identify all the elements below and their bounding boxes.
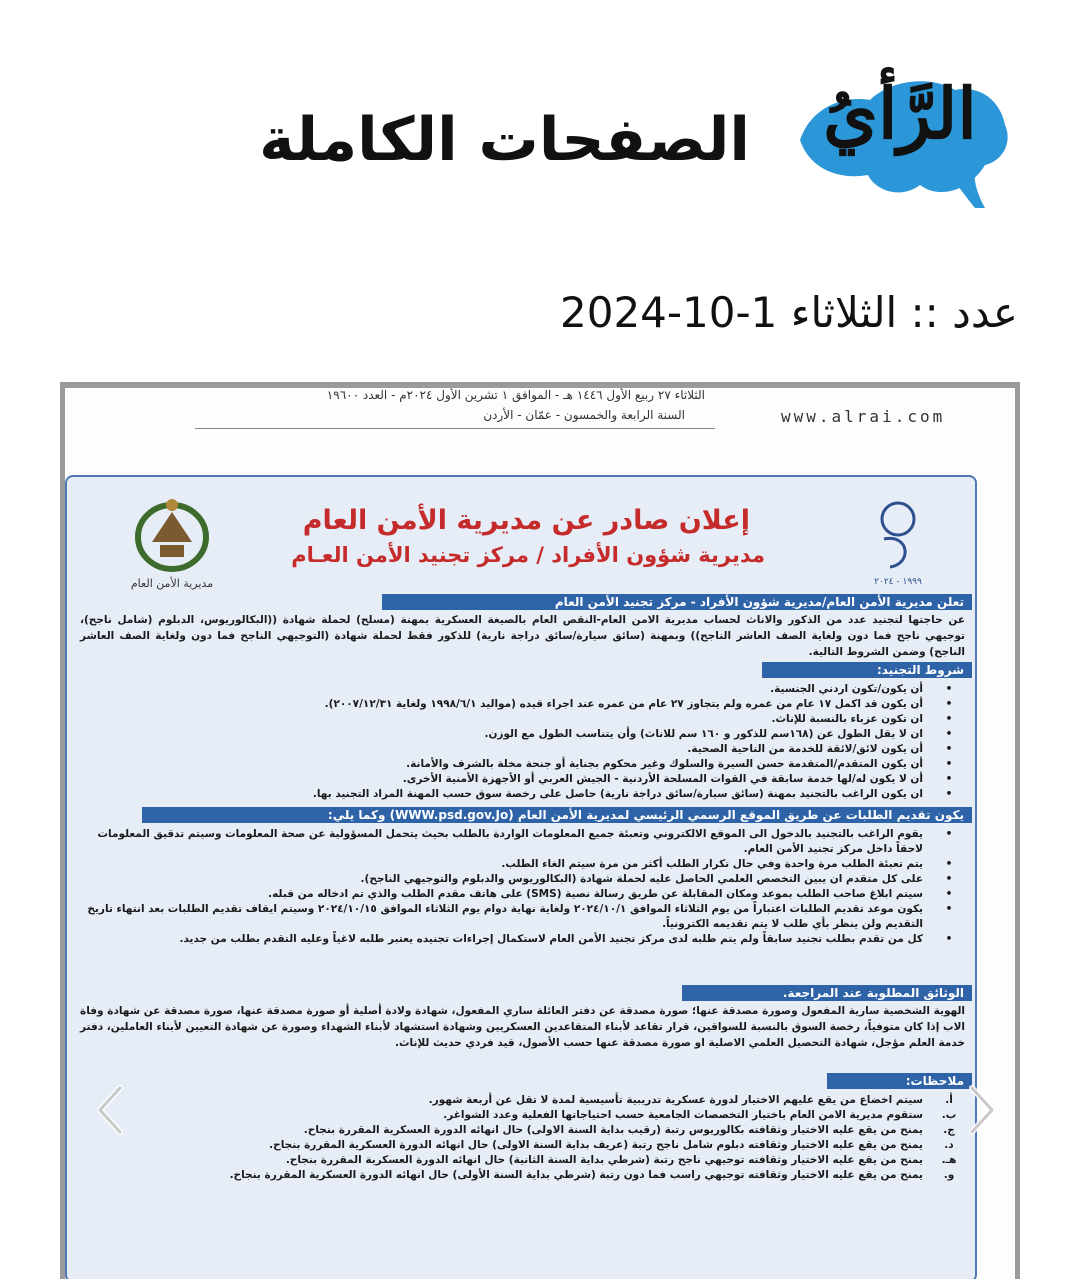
note-bullet: د.	[944, 1139, 954, 1151]
chevron-left-icon	[88, 1080, 132, 1140]
psd-emblem	[122, 487, 222, 592]
announcement-box	[65, 475, 977, 1279]
step-bullet: •	[945, 888, 953, 900]
conditions-list	[80, 682, 965, 802]
section-band-conditions: شروط التجنيد:	[762, 662, 972, 678]
condition-text: ان تكون عزباء بالنسبة للإناث.	[771, 713, 923, 725]
announcement-subtitle: مديرية شؤون الأفراد / مركز تجنيد الأمن العـام	[291, 543, 765, 567]
condition-item	[80, 697, 953, 712]
note-text: يمنح من يقع عليه الاختيار وثقافته توجيهي راسب فما دون رتبة (شرطي بداية السنة الأولى) حال انهائه الدورة العسكرية المقررة بنجاح.	[229, 1169, 923, 1181]
note-item	[80, 1153, 957, 1168]
condition-item	[80, 742, 953, 757]
condition-text: ان لا يقل الطول عن (١٦٨سم للذكور و ١٦٠ سم للاناث) وأن يتناسب الطول مع الوزن.	[484, 728, 923, 740]
condition-bullet: •	[945, 773, 953, 785]
alrai-logo	[780, 40, 1020, 210]
next-page-button[interactable]	[960, 1080, 1004, 1140]
documents-paragraph: الهوية الشخصية سارية المفعول وصورة مصدقة عنها؛ صورة مصدقة عن دفتر العائلة ساري المفعول، شهادة ولادة أصلية أو صورة مصدقة عنها، صورة مصدقة عن شهادة وفاة الاب إذا كان متوفياً، رخصة السوق بالنسبة للسواقين، قرار تقاعد لأبناء المتقاعدين العسكريين وشهادة استشهاد لأبناء الشهداء وصورة عن شهادة التعيين لأبناء العاملين، دفتر خدمة العلم مؤجل، شهادة التحصيل العلمي الاصلية او صورة مصدقة عنها حسب الأصول، قيد فردي حديث للإناث.	[80, 1005, 965, 1049]
note-item	[80, 1123, 955, 1138]
note-text: يمنح من يقع عليه الاختيار وثقافته توجيهي ناجح رتبة (شرطي بداية السنة الثانية) حال انهائه الدورة العسكرية المقررة بنجاح.	[285, 1154, 923, 1166]
condition-item	[80, 757, 953, 772]
step-text: على كل متقدم ان يبين التخصص العلمي الحاصل عليه لحملة شهادة (البكالوريوس والدبلوم والتوجيهي الناجح).	[360, 873, 923, 885]
step-item	[80, 827, 953, 857]
step-item	[80, 932, 953, 947]
section-band-intro: تعلن مديرية الأمن العام/مديرية شؤون الأفراد - مركز تجنيد الأمن العام	[382, 594, 972, 610]
condition-text: أن يكون قد اكمل ١٧ عام من عمره ولم يتجاوز ٢٧ عام من عمره عند اجراء قيده (مواليد ١٩٩٨/٦/١ ولغاية ٢٠٠٧/١٢/٣١).	[324, 698, 923, 710]
condition-bullet: •	[945, 728, 953, 740]
condition-bullet: •	[945, 683, 953, 695]
masthead-date: الثلاثاء ٢٧ ربيع الأول ١٤٤٦ هـ - الموافق ١ تشرين الأول ٢٠٢٤م - العدد ١٩٦٠٠	[326, 388, 705, 402]
newspaper-page	[65, 388, 1015, 1279]
page-viewer[interactable]	[60, 382, 1020, 1279]
step-item	[80, 887, 953, 902]
note-item	[80, 1168, 955, 1183]
note-text: يمنح من يقع عليه الاختيار وثقافته دبلوم شامل ناجح رتبة (عريف بداية السنة الاولى) حال انهائه الدورة العسكرية المقررة بنجاح.	[269, 1139, 923, 1151]
note-text: ستقوم مديرية الامن العام باختيار التخصصات الجامعية حسب احتياجاتها الفعلية وعدد الشواغر.	[443, 1109, 923, 1121]
application-steps-list	[80, 827, 965, 947]
note-bullet: ب.	[941, 1109, 957, 1121]
condition-text: ان يكون الراغب بالتجنيد بمهنة (سائق سيارة/سائق دراجة نارية) حاصل على رخصة سوق حسب المهنة المراد التجنيد بها.	[312, 788, 923, 800]
condition-text: أن يكون/تكون اردني الجنسية.	[770, 683, 923, 695]
step-text: سيتم ابلاغ صاحب الطلب بموعد ومكان المقابلة عن طريق رسالة نصية (SMS) على هاتف مقدم الطلب والذي تم ادخاله من قبله.	[268, 888, 923, 900]
condition-bullet: •	[945, 788, 953, 800]
condition-bullet: •	[945, 743, 953, 755]
issue-date: عدد :: الثلاثاء 1-10-2024	[560, 288, 1018, 337]
note-item	[80, 1138, 954, 1153]
page-title: الصفحات الكاملة	[259, 105, 750, 175]
step-bullet: •	[945, 858, 953, 870]
previous-page-button[interactable]	[88, 1080, 132, 1140]
step-bullet: •	[945, 933, 953, 945]
note-bullet: و.	[943, 1169, 955, 1181]
masthead-year: السنة الرابعة والخمسون - عمّان - الأردن	[483, 408, 685, 422]
step-text: يقوم الراغب بالتجنيد بالدخول الى الموقع الالكتروني وتعبئة جميع المعلومات الواردة بالطلب بحيث يتحمل المسؤولية عن صحة المعلومات وسيتم تدقيق المعلومات لاحقاً داخل مركز تجنيد الأمن العام.	[97, 828, 923, 855]
condition-text: أن لا يكون له/لها خدمة سابقة في القوات المسلحة الأردنية - الجيش العربي أو الأجهزة الأمنية الأخرى.	[402, 773, 923, 785]
condition-item	[80, 682, 953, 697]
condition-text: أن يكون لائق/لائقة للخدمة من الناحية الصحية.	[687, 743, 923, 755]
step-item	[80, 902, 953, 932]
step-text: يكون موعد تقديم الطلبات اعتباراً من يوم الثلاثاء الموافق ٢٠٢٤/١٠/١ ولغاية نهاية دوام يوم الثلاثاء الموافق ٢٠٢٤/١٠/١٥ وسيتم ايقاف تقديم الطلبات بعد انتهاء تاريخ التقديم ولن ينظر بأي طلب لا يتم تقديمه الكترونياً.	[87, 903, 923, 930]
step-item	[80, 857, 953, 872]
anniversary-emblem	[850, 489, 945, 589]
note-text: يمنح من يقع عليه الاختيار وثقافته بكالوريوس رتبة (رقيب بداية السنة الاولى) حال انهائه الدورة العسكرية المقررة بنجاح.	[303, 1124, 923, 1136]
condition-text: أن يكون المتقدم/المتقدمة حسن السيرة والسلوك وغير محكوم بجناية أو جنحة مخلة بالشرف والأمانة.	[406, 758, 923, 770]
masthead-url: www.alrai.com	[781, 407, 946, 426]
condition-item	[80, 727, 953, 742]
announcement-title: إعلان صادر عن مديرية الأمن العام	[302, 505, 750, 536]
note-bullet: هـ.	[941, 1154, 957, 1166]
intro-paragraph: عن حاجتها لتجنيد عدد من الذكور والاناث لحساب مديرية الامن العام-النقص العام بالصيغة العسكرية بمهنة (مسلح) لحملة شهادة ((البكالوريوس، الدبلوم (شامل ناجح)، توجيهي ناجح فما دون ولغاية الصف العاشر الناجح)) وبمهنة (سائق سيارة/سائق دراجة نارية) للذكور فقط لحملة شهادة (التوجيهي الناجح فما دون ولغاية الصف العاشر الناجح) وضمن الشروط التالية.	[80, 614, 965, 658]
emblem-right-caption: ١٩٩٩ - ٢٠٢٤	[874, 577, 922, 587]
step-bullet: •	[945, 873, 953, 885]
step-text: كل من تقدم بطلب تجنيد سابقاً ولم يتم طلبه لدى مركز تجنيد الأمن العام لاستكمال إجراءات تجنيده يعتبر طلبه لاغياً وعليه التقدم بطلب من جديد.	[179, 933, 923, 945]
masthead-divider	[195, 428, 715, 429]
section-band-notes: ملاحظات:	[827, 1073, 972, 1089]
step-text: يتم تعبئة الطلب مرة واحدة وفي حال تكرار الطلب أكثر من مرة سيتم الغاء الطلب.	[501, 858, 923, 870]
section-band-documents: الوثائق المطلوبة عند المراجعة.	[682, 985, 972, 1001]
note-item	[80, 1093, 953, 1108]
step-bullet: •	[945, 903, 953, 915]
condition-bullet: •	[945, 713, 953, 725]
condition-item	[80, 712, 953, 727]
section-band-application: يكون تقديم الطلبات عن طريق الموقع الرسمي الرئيسي لمديرية الأمن العام (WWW.psd.gov.Jo) وكما يلي:	[142, 807, 972, 823]
note-item	[80, 1108, 957, 1123]
chevron-right-icon	[960, 1080, 1004, 1140]
note-text: سيتم اخضاع من يقع عليهم الاختيار لدورة عسكرية تدريبية تأسيسية لمدة لا تقل عن أربعة شهور.	[428, 1094, 923, 1106]
emblem-left-caption: مديرية الأمن العام	[130, 577, 214, 590]
note-bullet: أ.	[945, 1094, 953, 1106]
step-bullet: •	[945, 828, 953, 840]
step-item	[80, 872, 953, 887]
condition-item	[80, 787, 953, 802]
condition-bullet: •	[945, 698, 953, 710]
condition-item	[80, 772, 953, 787]
condition-bullet: •	[945, 758, 953, 770]
logo-text: الرَّأيُ	[823, 72, 977, 155]
note-bullet: ج.	[943, 1124, 955, 1136]
notes-list	[80, 1093, 965, 1183]
